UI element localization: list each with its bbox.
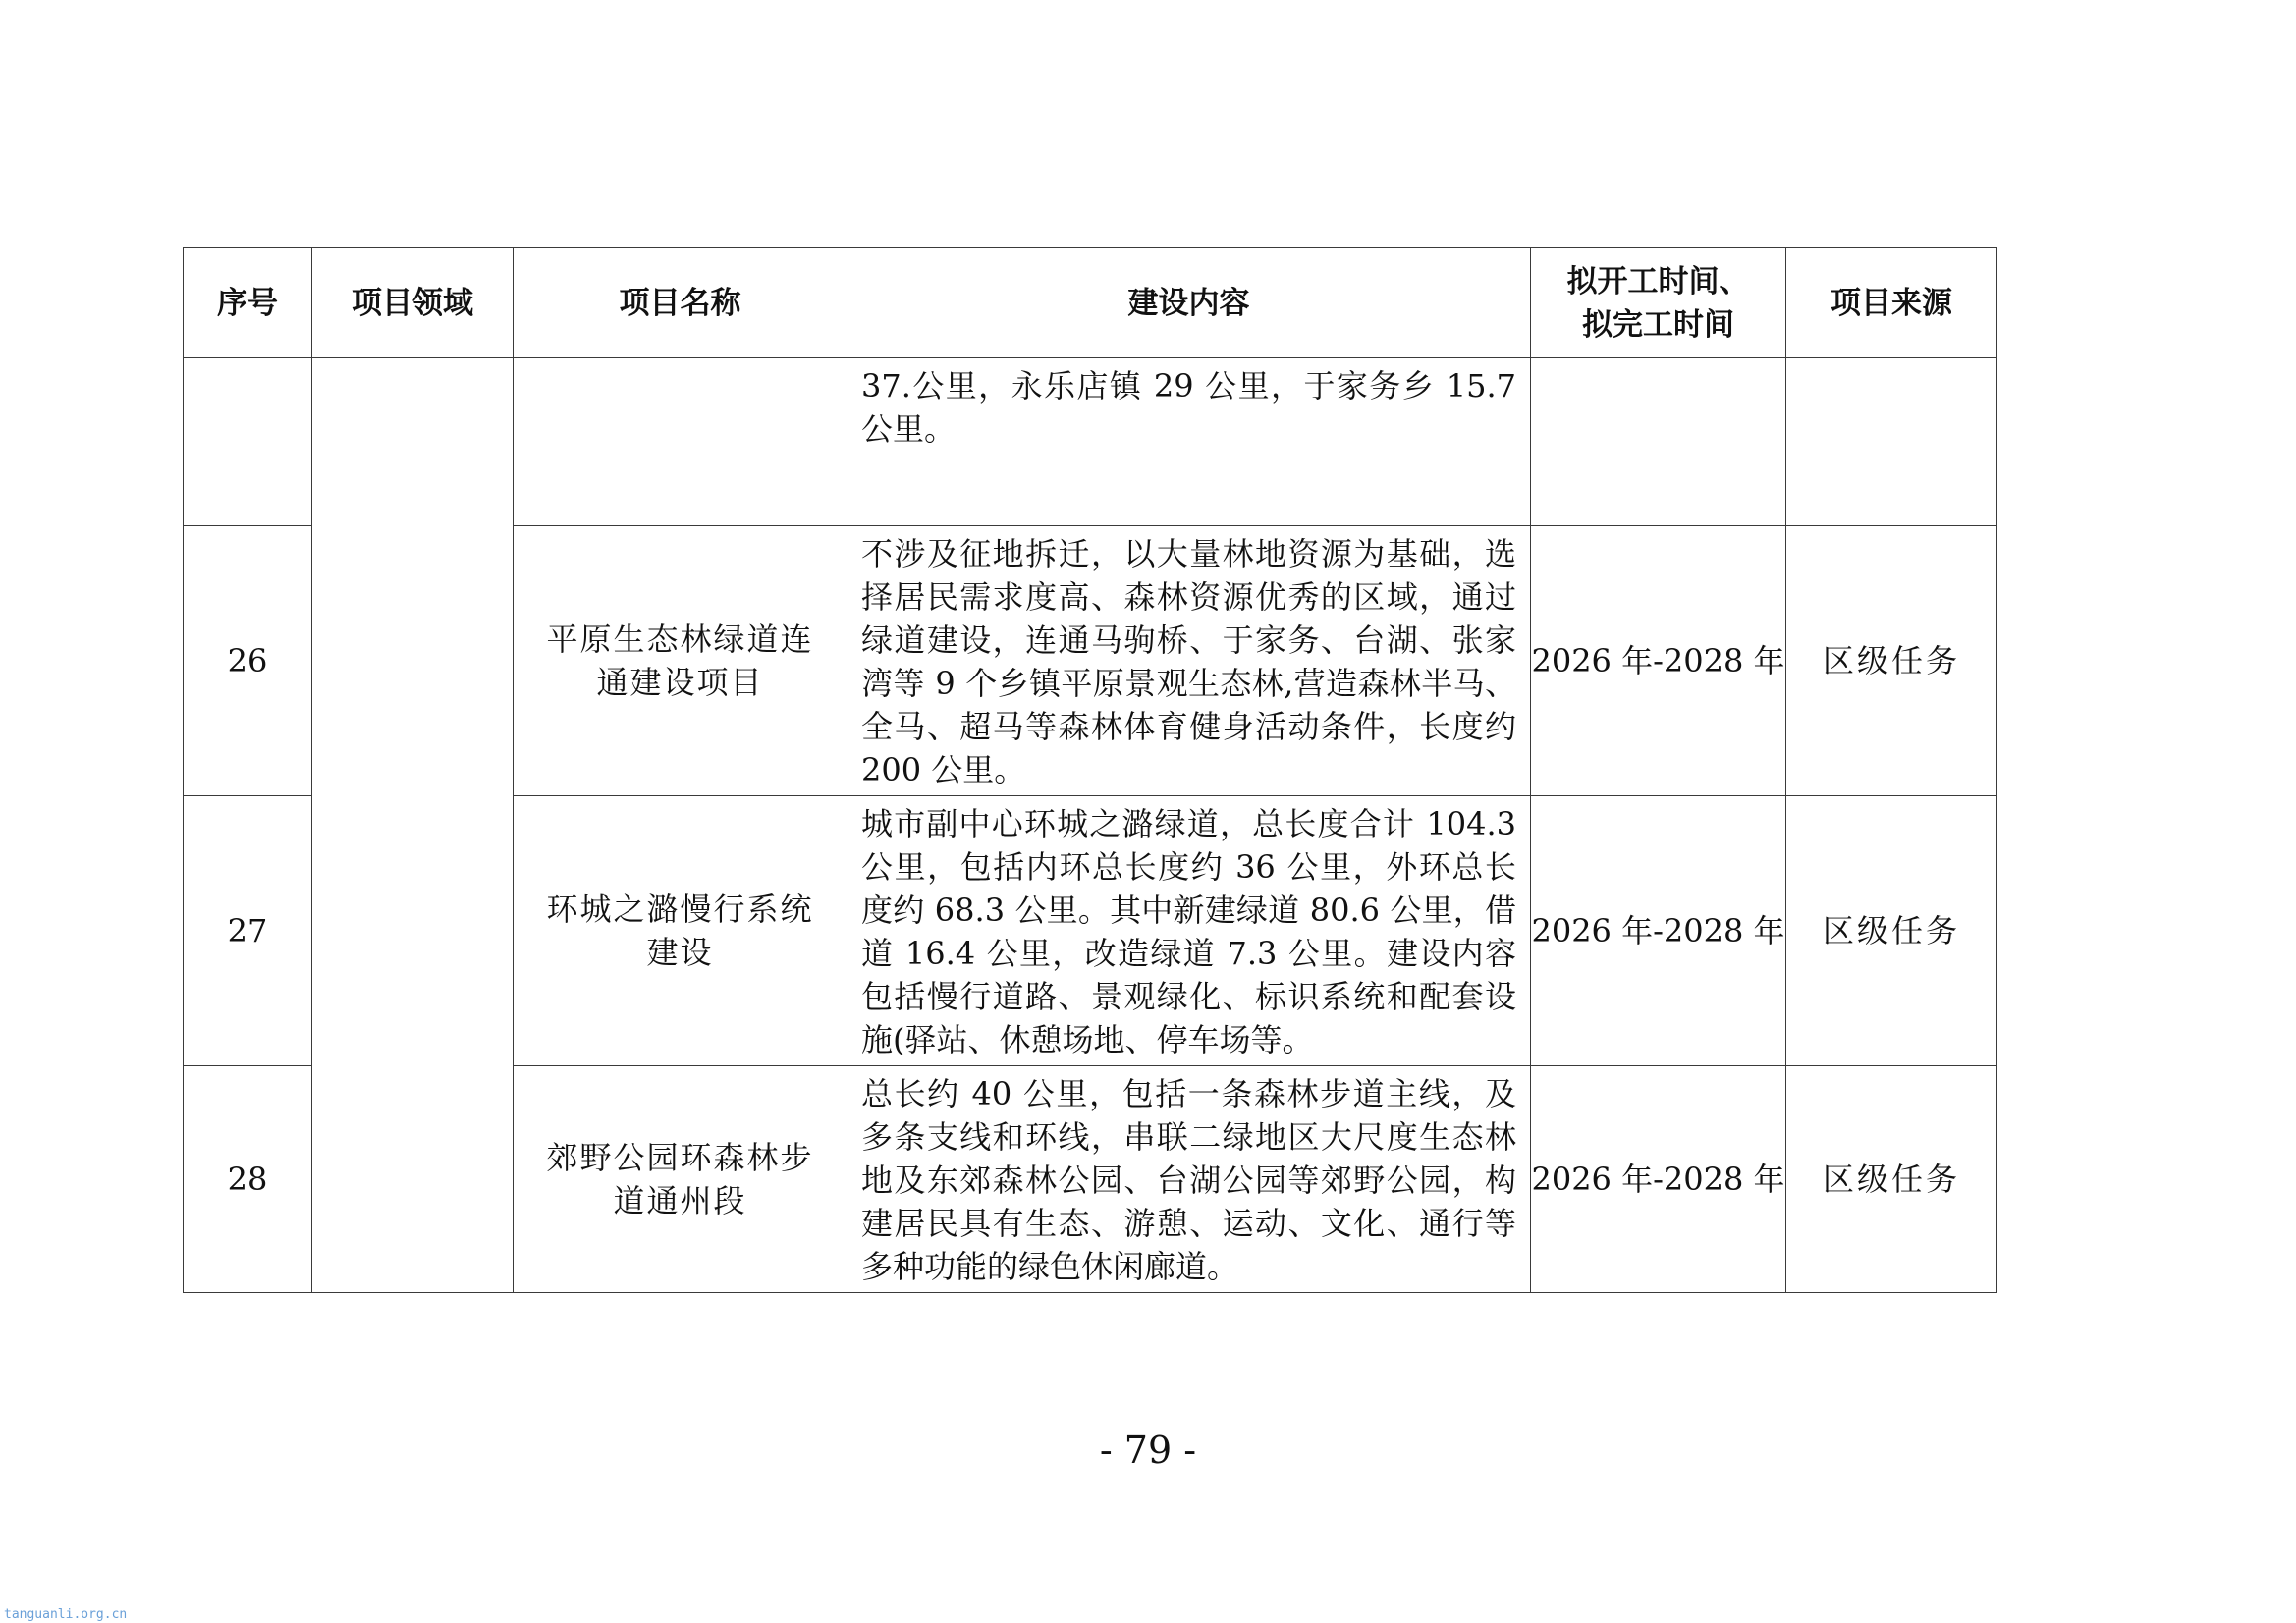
row-content: 不涉及征地拆迁，以大量林地资源为基础，选择居民需求度高、森林资源优秀的区域，通过绿道建设，连通马驹桥、于家务、台湖、张家湾等 9 个乡镇平原景观生态林,营造森林半马、全马、超马等森林体育健身活动条件，长度约 200 公里。: [847, 526, 1531, 796]
row-name: 平原生态林绿道连通建设项目: [514, 526, 847, 796]
row-seq: 26: [184, 526, 312, 796]
row-source: 区级任务: [1786, 526, 1997, 796]
header-domain: 项目领域: [312, 248, 514, 358]
row-name: [514, 358, 847, 526]
row-content: 城市副中心环城之潞绿道，总长度合计 104.3 公里，包括内环总长度约 36 公里，外环总长度约 68.3 公里。其中新建绿道 80.6 公里，借道 16.4 公里，改造绿道 7.3 公里。建设内容包括慢行道路、景观绿化、标识系统和配套设施(驿站、休憩场地、停车场等。: [847, 796, 1531, 1066]
row-time: [1531, 358, 1786, 526]
header-name: 项目名称: [514, 248, 847, 358]
header-seq: 序号: [184, 248, 312, 358]
row-name: 环城之潞慢行系统建设: [514, 796, 847, 1066]
row-time: 2026 年-2028 年: [1531, 526, 1786, 796]
table-header-row: [184, 248, 1997, 358]
row-source: 区级任务: [1786, 796, 1997, 1066]
row-seq: 27: [184, 796, 312, 1066]
row-seq: [184, 358, 312, 526]
row-source: [1786, 358, 1997, 526]
watermark-text: tanguanli.org.cn: [4, 1607, 128, 1622]
row-content: 总长约 40 公里，包括一条森林步道主线，及多条支线和环线，串联二绿地区大尺度生态林地及东郊森林公园、台湖公园等郊野公园，构建居民具有生态、游憩、运动、文化、通行等多种功能的绿色休闲廊道。: [847, 1066, 1531, 1293]
row-domain-merged: [312, 358, 514, 1293]
row-time: 2026 年-2028 年: [1531, 796, 1786, 1066]
header-source: 项目来源: [1786, 248, 1997, 358]
row-content: 37.公里，永乐店镇 29 公里，于家务乡 15.7 公里。: [847, 358, 1531, 526]
page-number: - 79 -: [1099, 1429, 1197, 1472]
table-row: [184, 358, 1997, 526]
header-content: 建设内容: [847, 248, 1531, 358]
row-seq: 28: [184, 1066, 312, 1293]
header-time: 拟开工时间、拟完工时间: [1531, 248, 1786, 358]
row-name: 郊野公园环森林步道通州段: [514, 1066, 847, 1293]
row-source: 区级任务: [1786, 1066, 1997, 1293]
row-time: 2026 年-2028 年: [1531, 1066, 1786, 1293]
project-table: [183, 247, 1997, 1293]
